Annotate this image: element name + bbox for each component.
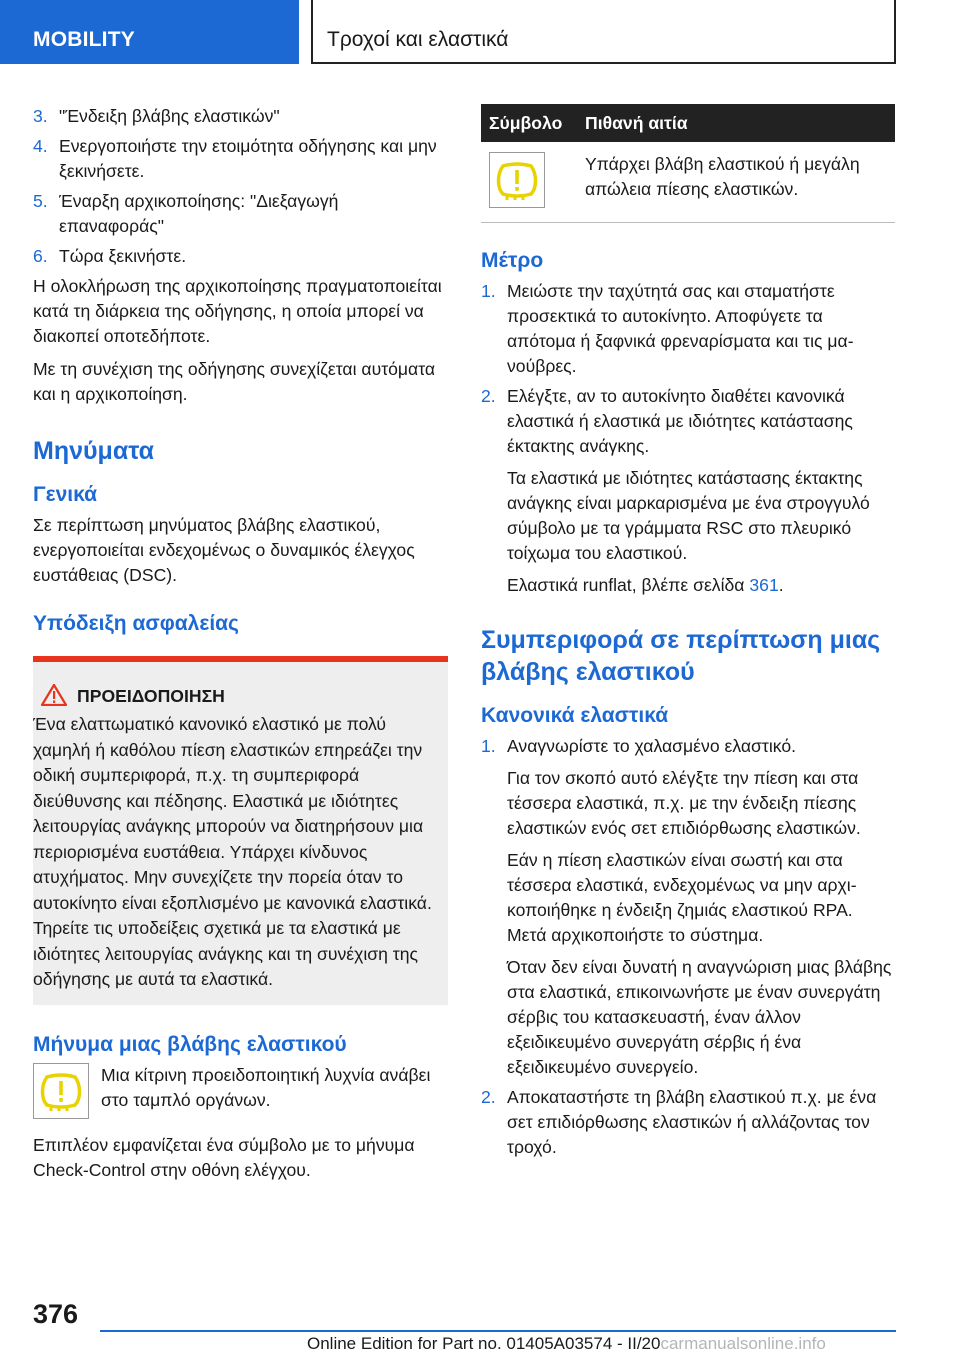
heading-behavior: Συμπεριφορά σε περίπτωση μιας βλάβης ελαστικού bbox=[481, 626, 881, 686]
symbol-table bbox=[481, 104, 895, 223]
right-column bbox=[481, 104, 895, 1165]
warning-title: ΠΡΟΕΙΔΟΠΟΙΗΣΗ bbox=[33, 684, 438, 708]
heading-measures: Μέτρο bbox=[481, 249, 544, 272]
footer-edition: Online Edition for Part no. 01405A03574 - II/20carmanualsonline.info bbox=[307, 1334, 826, 1353]
list-item: 2. Αποκαταστήστε τη βλάβη ελαστικού π.χ. με ένα σετ επιδιόρθωσης ελαστικών ή αλλάζοντας τον τροχό. bbox=[481, 1087, 877, 1157]
list-item: 3. "Ένδειξη βλάβης ελαστικών" bbox=[33, 106, 280, 126]
watermark: carmanualsonline.info bbox=[660, 1334, 826, 1353]
list-item: 6. Τώρα ξεκινήστε. bbox=[33, 246, 187, 266]
heading-safety: Υπόδειξη ασφαλείας bbox=[33, 612, 239, 635]
column-header-symbol: Σύμβολο bbox=[481, 104, 577, 142]
paragraph: Επιπλέον εμφανίζεται ένα σύμβολο με το μήνυμα Check-Control στην οθόνη ελέγχου. bbox=[33, 1134, 415, 1180]
table-row bbox=[481, 142, 895, 223]
list-item: 2. Ελέγξτε, αν το αυτοκίνητο διαθέτει κανονικά ελαστικά ή ελαστικά με ιδιότητες κατάστασης έκτακτης ανάγκης. Τα ελαστικά με ιδιότητες κατάστασης έκτακτης ανάγκης είναι μαρκαρισμένα με ένα στρογγυλό σύμβολο με τα γράμματα RSC στο πλευρικό τοίχωμα του ελαστικού. Ελαστικά runflat, βλέπε σελίδα 361. bbox=[481, 386, 870, 595]
heading-messages: Μηνύματα bbox=[33, 437, 155, 465]
heading-normal-tires: Κανονικά ελαστικά bbox=[481, 704, 669, 727]
list-item: 1. Μειώστε την ταχύτητά σας και σταματήστε προσεκτικά το αυτοκίνητο. Αποφύγετε τα απότομα ή ξαφνικά φρεναρίσματα και τις μανούβρες. bbox=[481, 281, 854, 376]
paragraph: Μια κίτρινη προειδοποιητική λυχνία ανάβει στο ταμπλό οργάνων. bbox=[101, 1064, 431, 1110]
warning-triangle-icon bbox=[41, 684, 67, 706]
section-label: MOBILITY bbox=[33, 28, 135, 51]
init-steps bbox=[33, 104, 448, 269]
footer-rule bbox=[100, 1330, 896, 1332]
normal-tires-steps bbox=[481, 734, 895, 1160]
heading-general: Γενικά bbox=[33, 483, 98, 506]
header-divider-right bbox=[894, 0, 896, 64]
tire-pressure-warning-icon bbox=[489, 152, 545, 208]
cause-cell: Υπάρχει βλάβη ελαστικού ή μεγάλη απώλεια πίεσης ελαστικών. bbox=[577, 142, 895, 223]
list-item: 5. Έναρξη αρχικοποίησης: "Διεξαγωγή επαναφοράς" bbox=[33, 191, 339, 236]
table-header-row bbox=[481, 104, 895, 142]
list-item: 4. Ενεργοποιήστε την ετοιμότητα οδήγησης και μην ξεκινήσετε. bbox=[33, 136, 437, 181]
list-item: 1. Αναγνωρίστε το χαλασμένο ελαστικό. Για τον σκοπό αυτό ελέγξτε την πίεση και στα τέσσερα ελαστικά, π.χ. με την ένδειξη πίεσης ελαστικών ενός σετ επιδιόρθωσης ελαστικών. Εάν η πίεση ελαστικών είναι σωστή και στα τέσσερα ελαστικά, ενδεχομένως να μην αρχικοποιήθηκε η ένδειξη ζημιάς ελαστικού RPA. Μετά αρχικοποιήστε το σύστημα. Όταν δεν είναι δυνατή η αναγνώριση μιας βλάβης στα ελαστικά, επικοινωνήστε με έναν συνεργάτη σέρβις του κατασκευαστή, έναν άλλον εξειδικευμένο συνεργάτη σέρβις ή ένα εξειδικευμένο συνεργείο. bbox=[481, 736, 892, 1077]
measures-list bbox=[481, 279, 895, 598]
page-link[interactable]: 361 bbox=[749, 575, 779, 595]
warning-box bbox=[33, 656, 448, 1005]
header-divider bbox=[311, 0, 313, 64]
paragraph: Σε περίπτωση μηνύματος βλάβης ελαστικού, ενεργοποιείται ενδεχομένως ο δυναμικός έλεγχος ευστάθειας (DSC). bbox=[33, 515, 415, 585]
tire-pressure-warning-icon bbox=[33, 1063, 89, 1119]
heading-tire-message: Μήνυμα μιας βλάβης ελαστικού bbox=[33, 1032, 347, 1056]
warning-text: Ένα ελαττωματικό κανονικό ελαστικό με πολύ χαμηλή ή καθόλου πίεση ελαστικών επηρεάζει την οδική συμπεριφορά, π.χ. τη συμπεριφορά διεύθυνσης και πέδησης. Ελαστικά με ιδιότητες λειτουργίας ανάγκης μπορούν να διατηρήσουν μια περιορισμένα ευστάθεια. Υπάρχει κίνδυνος ατυχήματος. Μην συνεχίζετε την πορεία όταν το αυτοκίνητο είναι εξοπλισμένο με κανονικά ελαστικά. Τηρείτε τις υποδείξεις σχετικά με τα ελαστικά με ιδιότητες λειτουργίας ανάγκης και τη συνέχιση της οδήγησης με αυτά τα ελαστικά. bbox=[33, 714, 432, 989]
chapter-title: Τροχοί και ελαστικά bbox=[327, 28, 509, 51]
lamp-row bbox=[33, 1063, 448, 1119]
paragraph: Με τη συνέχιση της οδήγησης συνεχίζεται αυτόματα και η αρχικοποίηση. bbox=[33, 359, 436, 404]
left-column bbox=[33, 104, 448, 1191]
paragraph: Η ολοκλήρωση της αρχικοποίησης πραγματοποιείται κατά τη διάρκεια της οδήγησης, η οποία μπορεί να διακοπεί οποτεδήποτε. bbox=[33, 276, 442, 346]
column-header-cause: Πιθανή αιτία bbox=[577, 104, 895, 142]
section-tab bbox=[0, 0, 299, 64]
symbol-cell bbox=[481, 142, 577, 223]
page-number: 376 bbox=[33, 1299, 79, 1329]
header-underline bbox=[311, 62, 896, 64]
